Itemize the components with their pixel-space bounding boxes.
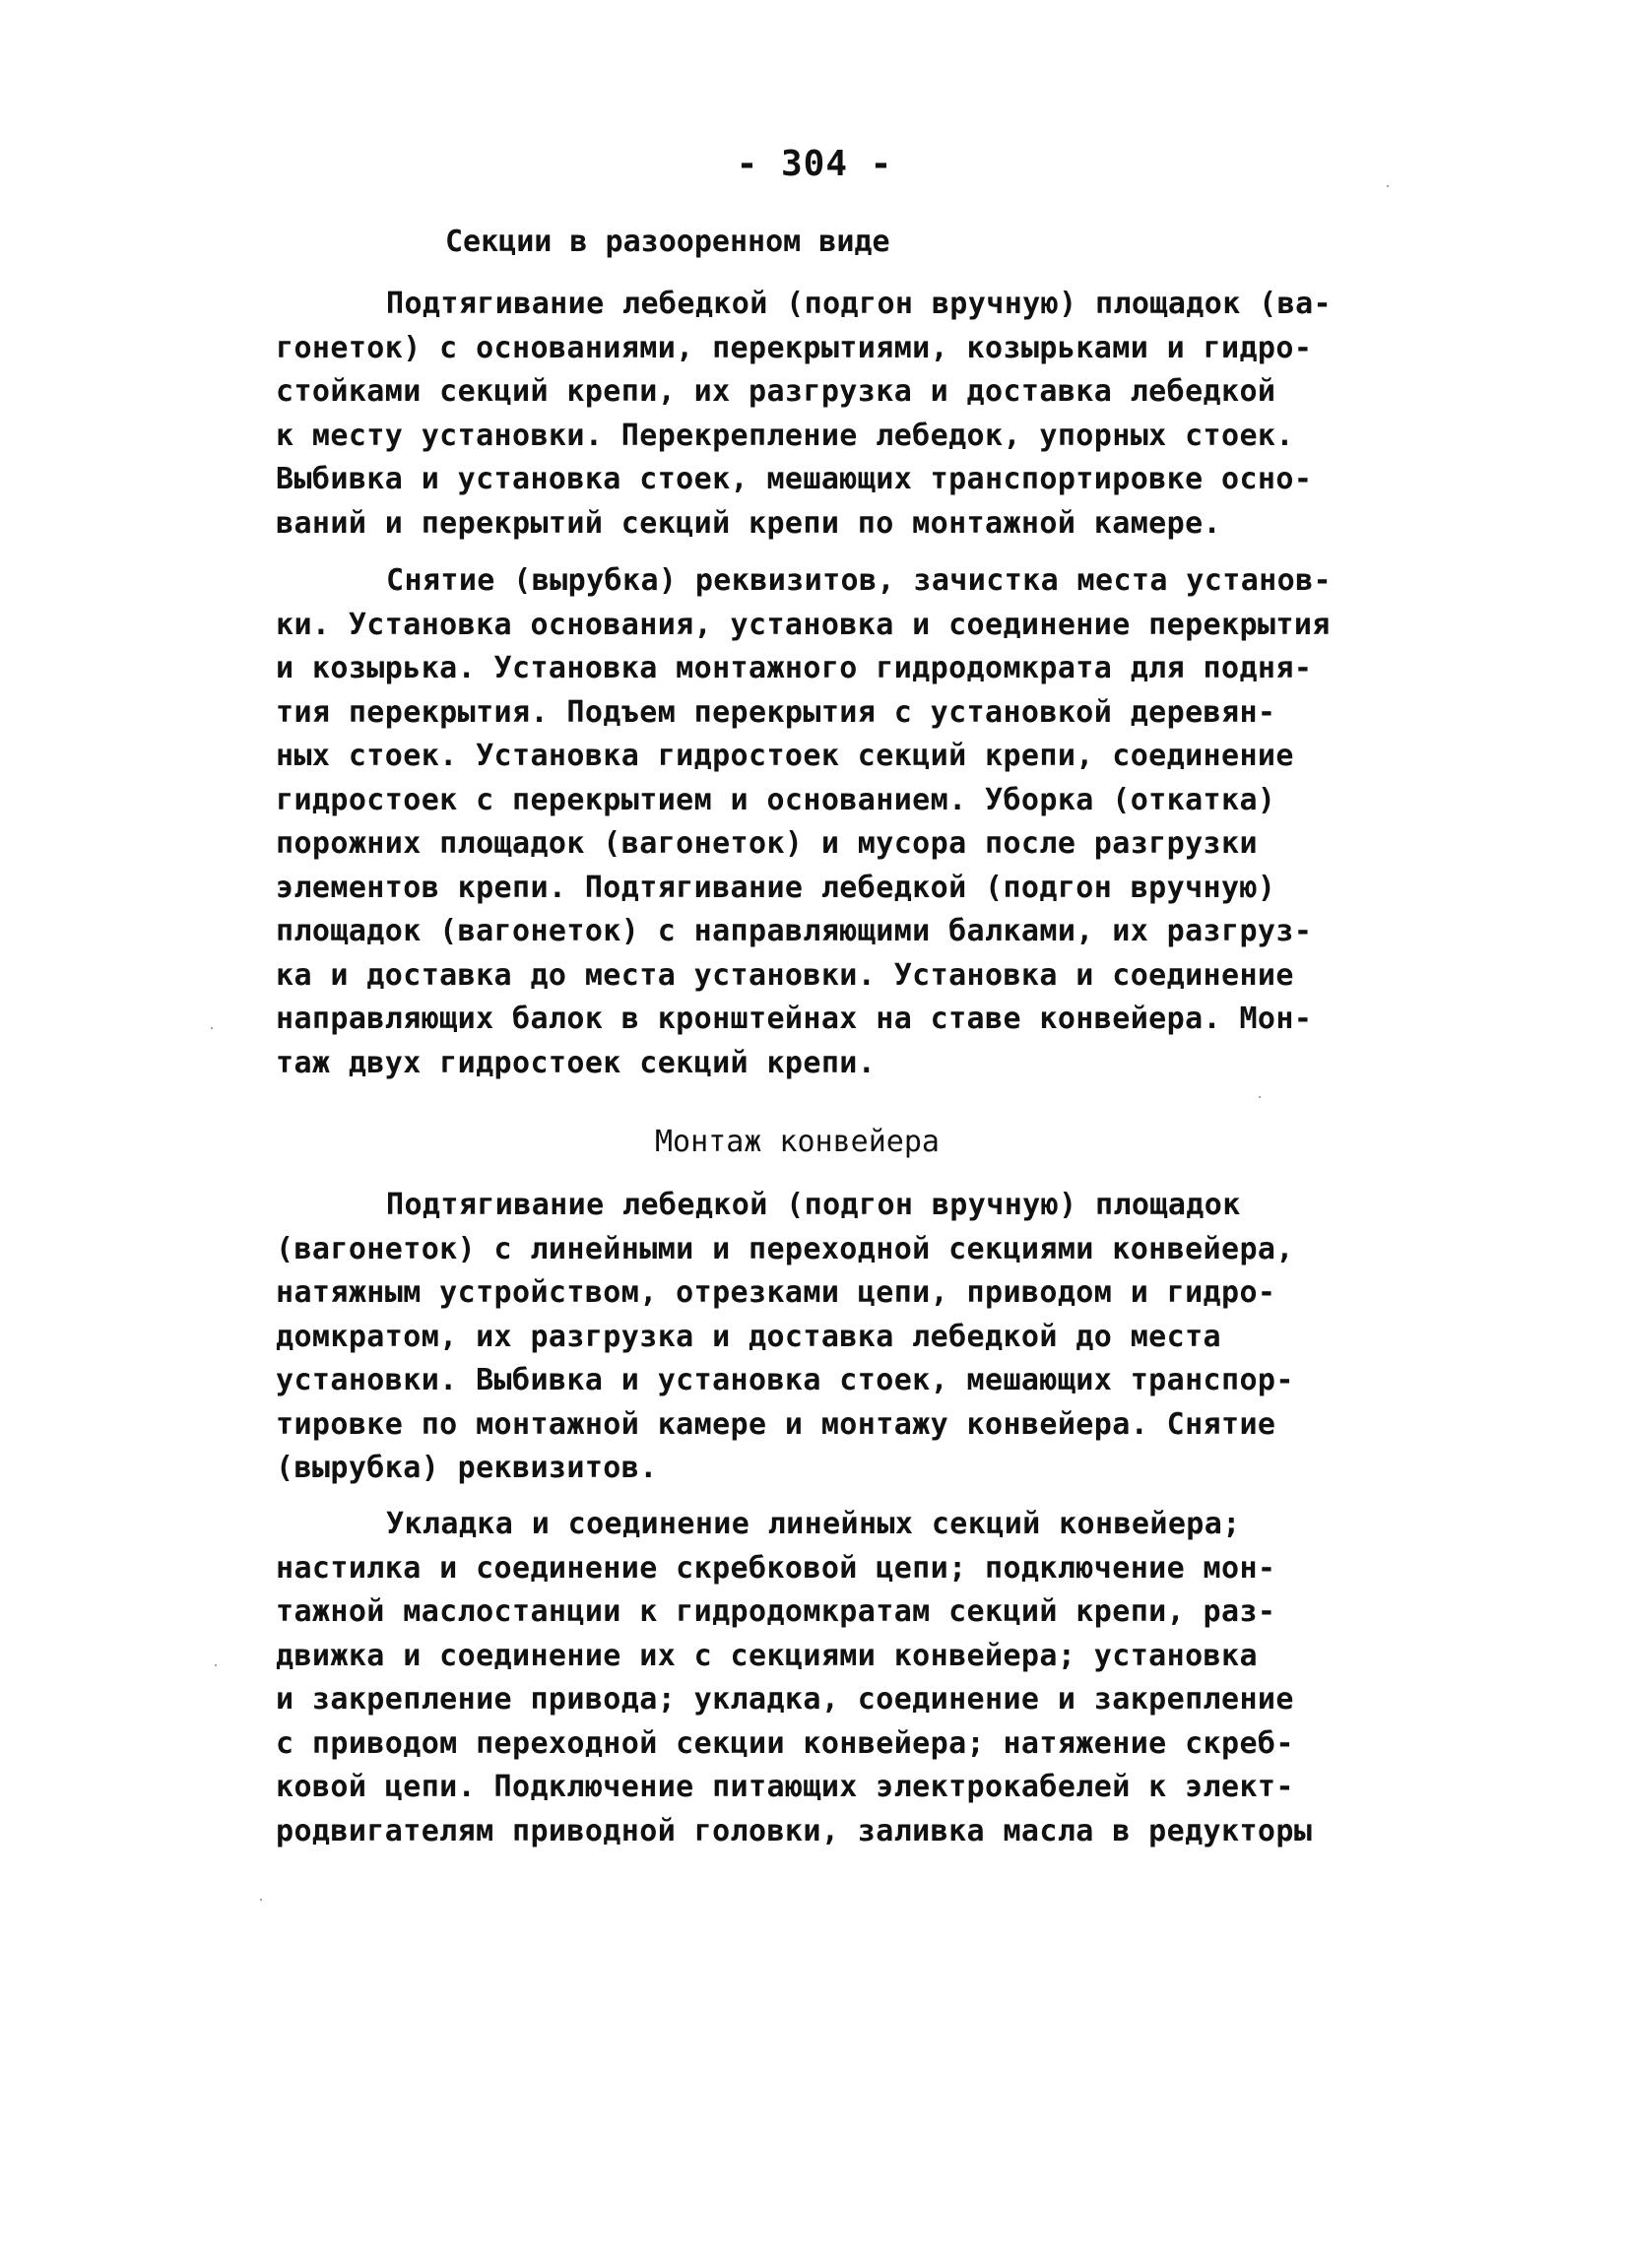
text-line: тировке по монтажной камере и монтажу конвейера. Снятие [276,1406,1276,1442]
text-line: с приводом переходной секции конвейера; натяжение скреб- [276,1725,1294,1761]
text-line: гонеток) с основаниями, перекрытиями, козырьками и гидро- [276,330,1313,365]
text-line: ки. Установка основания, установка и соединение перекрытия [276,607,1331,642]
scan-speck [1259,1096,1261,1098]
text-line: стойками секций крепи, их разгрузка и доставка лебедкой [276,374,1276,409]
text-line: элементов крепи. Подтягивание лебедкой (подгон вручную) [276,870,1276,905]
section-heading-conveyor-mounting: Монтаж конвейера [655,1125,940,1159]
text-line: ка и доставка до места установки. Установка и соединение [276,957,1294,993]
text-line: настилка и соединение скребковой цепи; подключение мон- [276,1550,1276,1586]
text-line: (вагонеток) с линейными и переходной секциями конвейера, [276,1231,1294,1266]
text-line: родвигателям приводной головки, заливка масла в редукторы [276,1813,1313,1848]
section-heading-sections-disassembled: Секции в разооренном виде [445,225,890,259]
text-line: гидростоек с перекрытием и основанием. Уборка (откатка) [276,782,1276,817]
text-line: порожних площадок (вагонеток) и мусора после разгрузки [276,826,1258,861]
text-line: Подтягивание лебедкой (подгон вручную) площадок [386,1188,1241,1222]
text-line: Подтягивание лебедкой (подгон вручную) площадок (ва- [386,287,1332,321]
paragraph [276,1184,1369,1491]
text-line: Укладка и соединение линейных секций конвейера; [386,1507,1241,1541]
scan-speck [260,1899,262,1901]
text-line: и закрепление привода; укладка, соединение и закрепление [276,1682,1294,1717]
text-line: домкратом, их разгрузка и доставка лебедкой до места [276,1319,1221,1354]
scan-speck [215,1664,217,1666]
text-line: установки. Выбивка и установка стоек, мешающих транспор- [276,1363,1294,1397]
text-line: Выбивка и установка стоек, мешающих транспортировке осно- [276,462,1313,496]
paragraph [276,559,1369,1085]
text-line: площадок (вагонеток) с направляющими балками, их разгруз- [276,914,1313,948]
paragraph [276,1503,1369,1853]
text-line: таж двух гидростоек секций крепи. [276,1045,877,1080]
text-line: тия перекрытия. Подъем перекрытия с установкой деревян- [276,694,1276,730]
text-line: направляющих балок в кронштейнах на ставе конвейера. Мон- [276,1002,1313,1036]
text-line: ваний и перекрытий секций крепи по монтажной камере. [276,505,1221,541]
text-line: и козырька. Установка монтажного гидродомкрата для подня- [276,651,1313,685]
scan-speck [1387,185,1389,187]
text-line: ных стоек. Установка гидростоек секций крепи, соединение [276,739,1294,773]
text-line: к месту установки. Перекрепление лебедок, упорных стоек. [276,418,1294,453]
text-line: натяжным устройством, отрезками цепи, приводом и гидро- [276,1275,1276,1310]
text-line: движка и соединение их с секциями конвейера; установка [276,1638,1258,1673]
scan-speck [211,1027,213,1029]
text-line: ковой цепи. Подключение питающих электрокабелей к элект- [276,1770,1294,1804]
paragraph [276,283,1369,546]
text-line: (вырубка) реквизитов. [276,1451,658,1485]
text-line: Снятие (вырубка) реквизитов, зачистка места установ- [386,563,1332,598]
text-line: тажной маслостанции к гидродомкратам секций крепи, раз- [276,1594,1276,1629]
page-number: - 304 - [736,144,893,184]
